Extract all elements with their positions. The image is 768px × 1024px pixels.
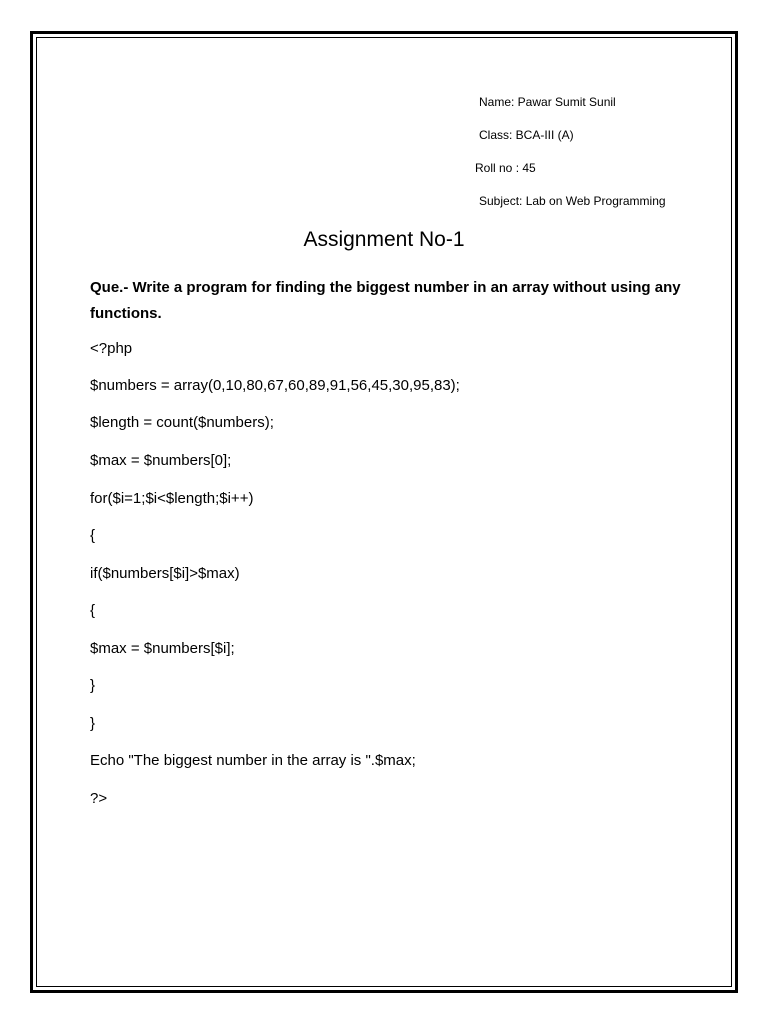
code-line: { xyxy=(90,527,96,544)
subject: Subject: Lab on Web Programming xyxy=(479,194,666,208)
question-text: Que.- Write a program for finding the biggest number in an array without using any functions. xyxy=(90,279,681,322)
roll-number: Roll no : 45 xyxy=(475,161,536,175)
student-class: Class: BCA-III (A) xyxy=(479,128,574,142)
code-line: } xyxy=(90,677,96,694)
code-line: { xyxy=(90,602,96,619)
code-line: ?> xyxy=(90,790,108,807)
code-line: $numbers = array(0,10,80,67,60,89,91,56,45,30,95,83); xyxy=(90,377,460,394)
code-line: if($numbers[$i]>$max) xyxy=(90,565,240,582)
code-line: $length = count($numbers); xyxy=(90,414,274,431)
code-line: <?php xyxy=(90,340,133,357)
code-line: for($i=1;$i<$length;$i++) xyxy=(90,490,254,507)
assignment-title: Assignment No-1 xyxy=(303,228,465,251)
code-line: $max = $numbers[$i]; xyxy=(90,640,235,657)
code-line: $max = $numbers[0]; xyxy=(90,452,232,469)
page-border-inner xyxy=(36,37,732,987)
code-line: } xyxy=(90,715,96,732)
student-name: Name: Pawar Sumit Sunil xyxy=(479,95,616,109)
code-line: Echo "The biggest number in the array is ".$max; xyxy=(90,752,416,769)
